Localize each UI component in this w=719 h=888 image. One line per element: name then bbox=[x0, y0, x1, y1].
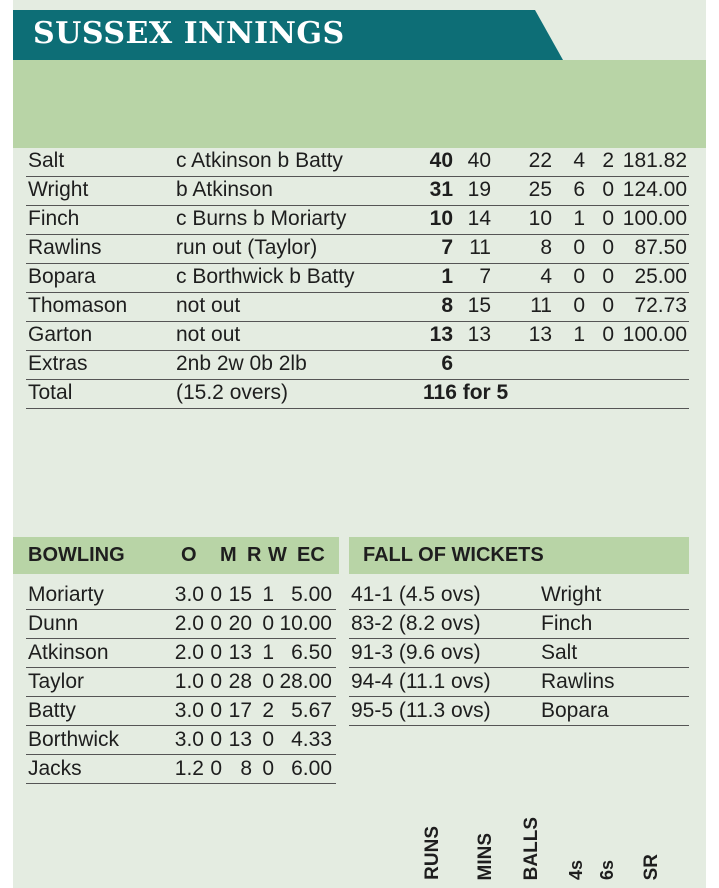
runs-conceded: 13 bbox=[228, 641, 252, 664]
batting-row bbox=[26, 234, 689, 264]
batter-name: Thomason bbox=[28, 294, 128, 317]
dismissal: not out bbox=[176, 323, 241, 346]
overs: 3.0 bbox=[174, 583, 204, 606]
economy: 28.00 bbox=[279, 670, 332, 693]
sixes: 2 bbox=[602, 149, 614, 172]
batter-name: Rawlins bbox=[28, 236, 102, 259]
overs: 3.0 bbox=[174, 728, 204, 751]
bowling-row bbox=[26, 668, 336, 697]
fall-of-wicket-row bbox=[349, 668, 689, 697]
strike-rate: 87.50 bbox=[634, 236, 687, 259]
fall-of-wicket-row bbox=[349, 697, 689, 726]
bowling-row bbox=[26, 697, 336, 726]
bowling-col-ec: EC bbox=[297, 544, 325, 566]
batting-row bbox=[26, 205, 689, 235]
economy: 6.50 bbox=[291, 641, 332, 664]
column-header-balls: BALLS bbox=[521, 816, 542, 880]
fours: 4 bbox=[573, 149, 585, 172]
runs-conceded: 28 bbox=[228, 670, 252, 693]
wicket-batsman: Bopara bbox=[541, 699, 609, 722]
sixes: 0 bbox=[602, 178, 614, 201]
total-score: 116 for 5 bbox=[423, 381, 509, 404]
total-row bbox=[26, 379, 689, 409]
bowler-name: Batty bbox=[28, 699, 76, 722]
minutes: 19 bbox=[467, 178, 491, 201]
strike-rate: 124.00 bbox=[622, 178, 687, 201]
strike-rate: 100.00 bbox=[622, 323, 687, 346]
wicket-score: 91-3 (9.6 ovs) bbox=[351, 641, 481, 664]
strike-rate: 181.82 bbox=[622, 149, 687, 172]
wickets: 1 bbox=[262, 641, 274, 664]
fall-of-wicket-row bbox=[349, 610, 689, 639]
batting-row bbox=[26, 321, 689, 351]
runs-conceded: 13 bbox=[228, 728, 252, 751]
minutes: 13 bbox=[467, 323, 491, 346]
sixes: 0 bbox=[602, 294, 614, 317]
maidens: 0 bbox=[210, 612, 222, 635]
maidens: 0 bbox=[210, 728, 222, 751]
column-header-runs: RUNS bbox=[422, 826, 443, 880]
extras-label: Extras bbox=[28, 352, 88, 375]
bowling-header bbox=[13, 537, 339, 574]
bowler-name: Taylor bbox=[28, 670, 85, 693]
maidens: 0 bbox=[210, 699, 222, 722]
fours: 0 bbox=[573, 265, 585, 288]
fall-of-wicket-row bbox=[349, 581, 689, 610]
runs: 1 bbox=[441, 265, 453, 288]
fall-of-wickets-title: FALL OF WICKETS bbox=[363, 544, 544, 566]
dismissal: c Burns b Moriarty bbox=[176, 207, 347, 230]
runs: 31 bbox=[429, 178, 453, 201]
bowling-row bbox=[26, 755, 336, 784]
wicket-batsman: Finch bbox=[541, 612, 593, 635]
wickets: 2 bbox=[262, 699, 274, 722]
fours: 0 bbox=[573, 294, 585, 317]
minutes: 11 bbox=[469, 236, 491, 259]
fall-of-wickets-header bbox=[349, 537, 689, 574]
fall-of-wicket-row bbox=[349, 639, 689, 668]
wickets: 0 bbox=[262, 728, 274, 751]
runs: 40 bbox=[429, 149, 453, 172]
fours: 1 bbox=[573, 323, 585, 346]
wicket-score: 94-4 (11.1 ovs) bbox=[351, 670, 491, 693]
economy: 10.00 bbox=[279, 612, 332, 635]
economy: 5.67 bbox=[291, 699, 332, 722]
batter-name: Bopara bbox=[28, 265, 96, 288]
runs-conceded: 20 bbox=[228, 612, 252, 635]
overs: 1.2 bbox=[174, 757, 204, 780]
minutes: 40 bbox=[467, 149, 491, 172]
minutes: 15 bbox=[467, 294, 491, 317]
wicket-score: 83-2 (8.2 ovs) bbox=[351, 612, 481, 635]
dismissal: b Atkinson bbox=[176, 178, 273, 201]
wicket-batsman: Rawlins bbox=[541, 670, 615, 693]
bowler-name: Borthwick bbox=[28, 728, 120, 751]
total-label: Total bbox=[28, 381, 73, 404]
column-header-sr: SR bbox=[641, 853, 662, 880]
batter-name: Salt bbox=[28, 149, 65, 172]
maidens: 0 bbox=[210, 583, 222, 606]
batting-row bbox=[26, 292, 689, 322]
bowling-col-m: M bbox=[220, 544, 237, 566]
economy: 4.33 bbox=[291, 728, 332, 751]
page-title: SUSSEX INNINGS bbox=[33, 16, 345, 51]
sixes: 0 bbox=[602, 323, 614, 346]
strike-rate: 72.73 bbox=[634, 294, 687, 317]
bowler-name: Moriarty bbox=[28, 583, 104, 606]
batting-row bbox=[26, 147, 689, 177]
bowling-col-r: R bbox=[247, 544, 262, 566]
total-overs: (15.2 overs) bbox=[176, 381, 289, 404]
sixes: 0 bbox=[602, 236, 614, 259]
maidens: 0 bbox=[210, 670, 222, 693]
dismissal: c Borthwick b Batty bbox=[176, 265, 355, 288]
runs-conceded: 17 bbox=[228, 699, 252, 722]
overs: 3.0 bbox=[174, 699, 204, 722]
wicket-batsman: Salt bbox=[541, 641, 578, 664]
balls: 13 bbox=[528, 323, 552, 346]
fours: 6 bbox=[573, 178, 585, 201]
balls: 4 bbox=[540, 265, 552, 288]
fours: 1 bbox=[573, 207, 585, 230]
economy: 6.00 bbox=[291, 757, 332, 780]
overs: 2.0 bbox=[174, 612, 204, 635]
column-header-mins: MINS bbox=[475, 832, 496, 880]
balls: 22 bbox=[528, 149, 552, 172]
fours: 0 bbox=[573, 236, 585, 259]
bowling-col-w: W bbox=[268, 544, 287, 566]
batting-header bbox=[13, 60, 706, 148]
dismissal: run out (Taylor) bbox=[176, 236, 318, 259]
extras-runs: 6 bbox=[441, 352, 453, 375]
minutes: 7 bbox=[479, 265, 491, 288]
runs: 13 bbox=[429, 323, 453, 346]
bowler-name: Atkinson bbox=[28, 641, 109, 664]
bowling-title: BOWLING bbox=[28, 544, 125, 566]
wickets: 0 bbox=[262, 670, 274, 693]
strike-rate: 100.00 bbox=[622, 207, 687, 230]
overs: 1.0 bbox=[174, 670, 204, 693]
maidens: 0 bbox=[210, 641, 222, 664]
bowler-name: Jacks bbox=[28, 757, 82, 780]
bowler-name: Dunn bbox=[28, 612, 79, 635]
sixes: 0 bbox=[602, 207, 614, 230]
wickets: 1 bbox=[262, 583, 274, 606]
column-header-fours: 4s bbox=[566, 859, 586, 880]
overs: 2.0 bbox=[174, 641, 204, 664]
batting-row bbox=[26, 263, 689, 293]
dismissal: not out bbox=[176, 294, 241, 317]
balls: 25 bbox=[528, 178, 552, 201]
batter-name: Finch bbox=[28, 207, 80, 230]
runs-conceded: 8 bbox=[240, 757, 252, 780]
bowling-row bbox=[26, 639, 336, 668]
balls: 11 bbox=[530, 294, 552, 317]
balls: 8 bbox=[540, 236, 552, 259]
runs: 7 bbox=[441, 236, 453, 259]
bowling-col-o: O bbox=[181, 544, 197, 566]
maidens: 0 bbox=[210, 757, 222, 780]
batter-name: Wright bbox=[28, 178, 89, 201]
sixes: 0 bbox=[602, 265, 614, 288]
wickets: 0 bbox=[262, 612, 274, 635]
economy: 5.00 bbox=[291, 583, 332, 606]
bowling-row bbox=[26, 610, 336, 639]
bowling-row bbox=[26, 581, 336, 610]
strike-rate: 25.00 bbox=[634, 265, 687, 288]
wicket-batsman: Wright bbox=[541, 583, 602, 606]
runs: 10 bbox=[429, 207, 453, 230]
column-header-sixes: 6s bbox=[597, 859, 617, 880]
bowling-row bbox=[26, 726, 336, 755]
wicket-score: 41-1 (4.5 ovs) bbox=[351, 583, 481, 606]
balls: 10 bbox=[528, 207, 552, 230]
batting-row bbox=[26, 176, 689, 206]
runs: 8 bbox=[441, 294, 453, 317]
wickets: 0 bbox=[262, 757, 274, 780]
wicket-score: 95-5 (11.3 ovs) bbox=[351, 699, 491, 722]
batter-name: Garton bbox=[28, 323, 93, 346]
minutes: 14 bbox=[467, 207, 491, 230]
extras-row bbox=[26, 350, 689, 380]
dismissal: c Atkinson b Batty bbox=[176, 149, 343, 172]
runs-conceded: 15 bbox=[228, 583, 252, 606]
extras-detail: 2nb 2w 0b 2lb bbox=[176, 352, 307, 375]
